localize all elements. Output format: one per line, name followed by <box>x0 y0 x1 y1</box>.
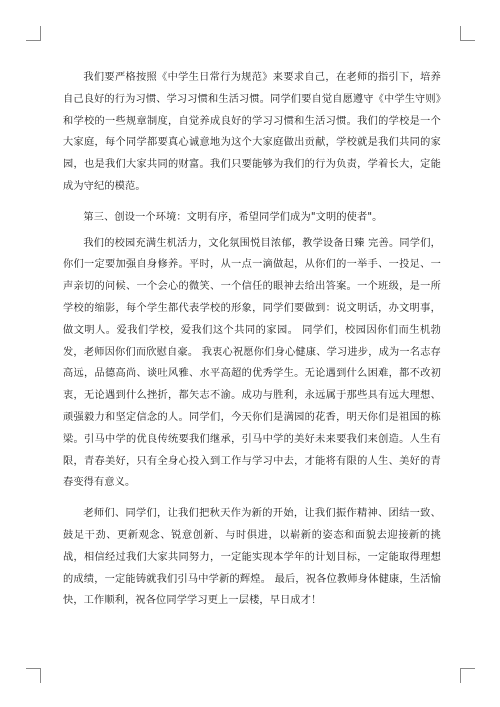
crop-mark-top-right <box>460 26 475 41</box>
crop-mark-top-left <box>26 26 41 41</box>
crop-mark-bottom-right <box>460 668 475 683</box>
paragraph-code-of-conduct: 我们要严格按照《中学生日常行为规范》来要求自己，在老师的指引下，培养自己良好的行为习惯、学习习惯和生活习惯。同学们要自觉自愿遵守《中学生守则》和学校的一些规章制度，自觉养成良好的学习习惯和生活习惯。我们的学校是一个大家庭，每个同学都要真心诚意地为这个大家庭做出贡献，学校就是我们共同的家园，也是我们大家共同的财富。我们只要能够为我们的行为负责，学着长大，定能成为守纪的模范。 <box>63 72 441 192</box>
document-body <box>63 67 441 620</box>
paragraph-section-three-heading: 第三、创设一个环境：文明有序，希望同学们成为"文明的使者"。 <box>83 211 383 223</box>
crop-mark-bottom-left <box>26 668 41 683</box>
paragraph-closing-wishes: 老师们、同学们，让我们把秋天作为新的开始，让我们振作精神、团结一致、鼓足干劲、更新观念、锐意创新、与时俱进，以崭新的姿态和面貌去迎接新的挑战，相信经过我们大家共同努力，一定能实现本学年的计划目标，一定能取得理想的成绩，一定能铸就我们引马中学新的辉煌。 最后，祝各位教师身体健康，生活愉快，工作顺利，祝各位同学学习更上一层楼，早日成才！ <box>63 508 441 607</box>
paragraph-campus-civility: 我们的校园充满生机活力，文化氛围悦目浓郁，教学设备日臻 完善。同学们，你们一定要加强自身修养。平时，从一点一滴做起，从你们的一举手、一投足、一声亲切的问候、一个会心的微笑、一个信任的眼神去给出答案。一个班级，是一所学校的缩影，每个学生都代表学校的形象，同学们要做到：说文明话，办文明事，做文明人。爱我们学校，爱我们这个共同的家园。 同学们，校园因你们而生机勃发，老师因你们而欣慰自豪。 我衷心祝愿你们身心健康、学习进步，成为一名志存高远，品德高尚、谈吐风雅、水平高超的优秀学生。无论遇到什么困难，都不改初衷，无论遇到什么挫折，都矢志不渝。成功与胜利，永远属于那些具有远大理想、顽强毅力和坚定信念的人。同学们，今天你们是满园的花香，明天你们是祖国的栋梁。引马中学的优良传统要我们继承，引马中学的美好未来要我们来创造。人生有限，青春美好，只有全身心投入到工作与学习中去，才能将有限的人生、美好的青春变得有意义。 <box>63 237 441 489</box>
